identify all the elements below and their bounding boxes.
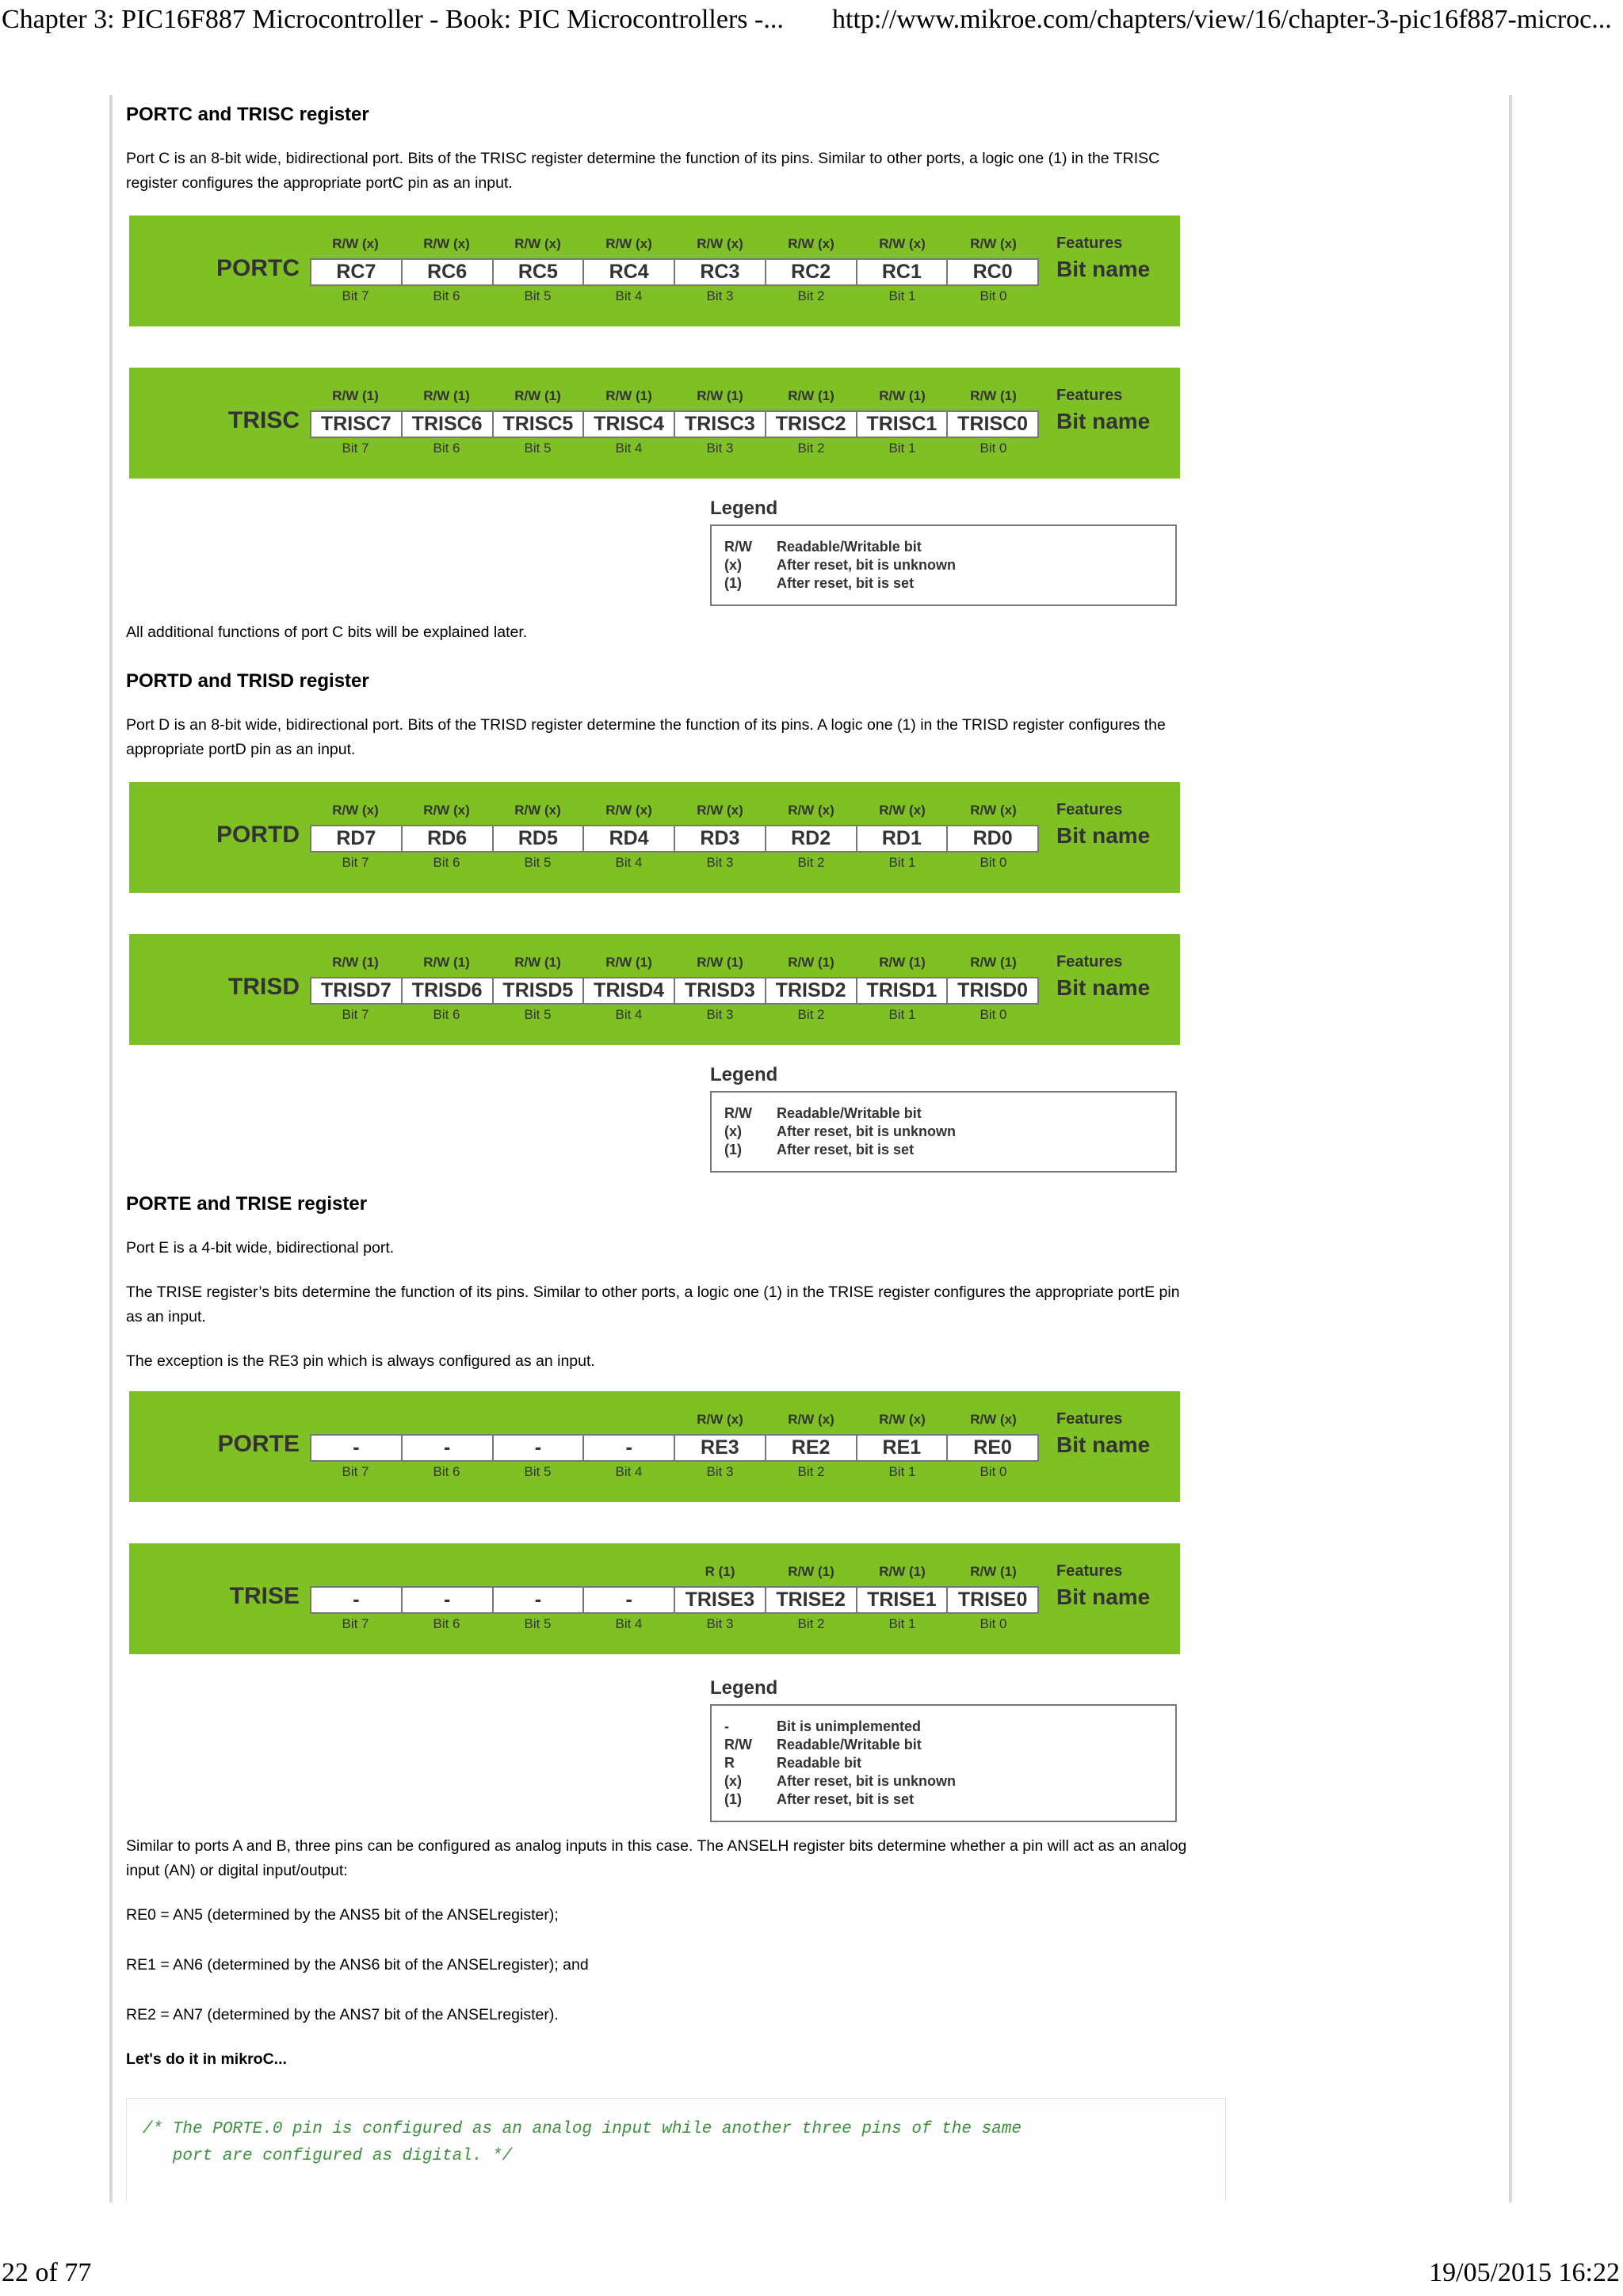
bit-cell: TRISE2	[766, 1588, 857, 1612]
legend-row	[724, 1123, 1163, 1141]
legend-description: Readable/Writable bit	[777, 1105, 922, 1121]
bit-attribute: R/W (1)	[332, 388, 379, 403]
bit-number: Bit 4	[615, 1007, 643, 1022]
bit-number: Bit 3	[706, 1007, 734, 1022]
portd-paragraph: Port D is an 8-bit wide, bidirectional port. Bits of the TRISD register determine the function of its pins. A logic one (1) in the TRISD register configures the appropriate portD pin as an input.	[126, 716, 1166, 758]
register-diagram	[129, 782, 1180, 893]
bit-cell: TRISD4	[584, 978, 675, 1003]
bit-cell: RC6	[403, 260, 494, 284]
bit-numbers	[310, 441, 1039, 456]
bit-attribute: R/W (1)	[970, 955, 1017, 970]
register-bit-cells	[310, 977, 1039, 1005]
bit-cell: RC0	[972, 261, 1013, 283]
register-attributes	[310, 1412, 1039, 1428]
legend-box	[710, 524, 1177, 606]
bit-cell: TRISC0	[957, 413, 1029, 435]
bit-number: Bit 6	[433, 441, 460, 456]
bit-cell: TRISC3	[675, 412, 766, 437]
portd-legend	[710, 1064, 1177, 1173]
register-bit-cells	[310, 825, 1039, 852]
porte-paragraph-2: The TRISE register’s bits determine the function of its pins. Similar to other ports, a logic one (1) in the TRISE register configures the appropriate portE pin as an input.	[126, 1283, 1180, 1325]
bit-attribute: R/W (x)	[697, 236, 743, 251]
register-name: PORTE	[217, 1431, 300, 1457]
bit-cell: -	[584, 1436, 675, 1460]
features-label: Features	[1056, 387, 1123, 404]
page-number: 22 of 77	[2, 2258, 92, 2287]
bit-number: Bit 4	[615, 855, 643, 870]
bit-cell: TRISD7	[311, 978, 403, 1003]
bit-cell: TRISC7	[311, 412, 403, 437]
bit-number: Bit 7	[342, 1464, 369, 1479]
bit-number: Bit 2	[797, 855, 825, 870]
porte-paragraph-1: Port E is a 4-bit wide, bidirectional port.	[126, 1239, 395, 1257]
legend-title: Legend	[710, 1064, 778, 1085]
print-footer	[0, 2258, 1623, 2290]
bit-cell: RE1	[857, 1436, 949, 1460]
bit-cell: RD4	[584, 826, 675, 851]
document-url[interactable]: http://www.mikroe.com/chapters/view/16/chapter-3-pic16f887-microc...	[832, 5, 1612, 34]
bit-numbers	[310, 855, 1039, 871]
legend-row	[724, 1141, 1163, 1159]
bit-cell: -	[311, 1588, 403, 1612]
bit-number: Bit 5	[524, 1007, 552, 1022]
bit-attribute: R/W (1)	[423, 388, 470, 403]
re1-line: RE1 = AN6 (determined by the ANS6 bit of the ANSELregister); and	[126, 1956, 589, 1974]
legend-description: After reset, bit is unknown	[777, 557, 957, 573]
features-label: Features	[1056, 953, 1123, 971]
bit-attribute: R/W (1)	[697, 955, 743, 970]
bit-number: Bit 6	[433, 1007, 460, 1022]
bit-attribute: R/W (x)	[423, 236, 470, 251]
legend-description: Readable/Writable bit	[777, 539, 922, 555]
bit-number: Bit 3	[706, 441, 734, 456]
bit-cell: RC1	[857, 260, 949, 284]
portd-register-diagram	[129, 782, 1180, 893]
bit-number: Bit 2	[797, 441, 825, 456]
document-title: Chapter 3: PIC16F887 Microcontroller - Book: PIC Microcontrollers -...	[2, 5, 784, 34]
porte-legend	[710, 1677, 1177, 1822]
bit-number: Bit 4	[615, 288, 643, 303]
legend-row	[724, 1718, 1163, 1736]
legend-symbol: -	[724, 1718, 729, 1734]
bit-name-label: Bit name	[1056, 257, 1151, 281]
bit-attribute: R/W (1)	[514, 388, 561, 403]
bit-cell: -	[494, 1436, 585, 1460]
bit-attribute: R/W (1)	[514, 955, 561, 970]
bit-attribute	[492, 1564, 583, 1580]
bit-cell: TRISD1	[857, 978, 949, 1003]
bit-cell: RC3	[675, 260, 766, 284]
bit-numbers	[310, 288, 1039, 304]
bit-number: Bit 4	[615, 1616, 643, 1631]
legend-title: Legend	[710, 1677, 778, 1699]
register-bit-cells	[310, 410, 1039, 438]
bit-attribute: R/W (x)	[970, 1412, 1017, 1427]
bit-attribute: R/W (1)	[970, 388, 1017, 403]
bit-attribute: R/W (x)	[332, 803, 379, 818]
bit-cell: RD6	[403, 826, 494, 851]
legend-description: Readable bit	[777, 1755, 862, 1771]
bit-attribute	[401, 1412, 492, 1428]
bit-attribute	[492, 1412, 583, 1428]
bit-cell: -	[403, 1436, 494, 1460]
bit-number: Bit 2	[797, 1616, 825, 1631]
re2-line: RE2 = AN7 (determined by the ANS7 bit of the ANSELregister).	[126, 2006, 559, 2023]
trise-register-diagram	[129, 1543, 1180, 1654]
bit-cell: RD5	[494, 826, 585, 851]
bit-cell: -	[403, 1588, 494, 1612]
features-label: Features	[1056, 801, 1123, 818]
register-name: TRISE	[229, 1583, 300, 1609]
portd-heading: PORTD and TRISD register	[126, 670, 369, 692]
code-comment: /* The PORTE.0 pin is configured as an analog input while another three pins of the same port are configured as digital. */	[143, 2120, 1022, 2165]
bit-attribute: R/W (x)	[788, 236, 834, 251]
bit-name-label: Bit name	[1056, 1432, 1151, 1457]
bit-cell: TRISD3	[675, 978, 766, 1003]
bit-attribute: R/W (1)	[788, 1564, 834, 1579]
legend-symbol: R/W	[724, 1105, 752, 1121]
bit-number: Bit 0	[980, 441, 1007, 456]
bit-attribute	[583, 1564, 674, 1580]
bit-attribute: R/W (1)	[697, 388, 743, 403]
bit-cell: -	[311, 1436, 403, 1460]
legend-row	[724, 1104, 1163, 1123]
legend-symbol: (x)	[724, 1773, 742, 1789]
bit-attribute: R/W (x)	[788, 803, 834, 818]
register-bit-cells	[310, 258, 1039, 286]
bit-cell: TRISC2	[766, 412, 857, 437]
bit-attribute	[310, 1412, 401, 1428]
legend-row	[724, 1791, 1163, 1809]
register-name: TRISC	[228, 407, 300, 433]
bit-cell: RC7	[311, 260, 403, 284]
bit-attribute: R (1)	[705, 1564, 735, 1579]
bit-attribute: R/W (x)	[788, 1412, 834, 1427]
portc-paragraph: Port C is an 8-bit wide, bidirectional port. Bits of the TRISC register determine the function of its pins. Similar to other ports, a logic one (1) in the TRISC register configures the appropriate portC pin as an input.	[126, 150, 1160, 192]
features-label: Features	[1056, 1410, 1123, 1428]
features-label: Features	[1056, 1562, 1123, 1580]
bit-cell: TRISE0	[957, 1589, 1028, 1611]
porte-paragraph-3: The exception is the RE3 pin which is always configured as an input.	[126, 1352, 595, 1370]
legend-symbol: R/W	[724, 539, 752, 555]
bit-numbers	[310, 1007, 1039, 1023]
register-name: TRISD	[228, 974, 300, 1000]
print-header	[0, 5, 1623, 36]
register-attributes	[310, 803, 1039, 818]
bit-cell: RD3	[675, 826, 766, 851]
bit-number: Bit 0	[980, 1616, 1007, 1631]
legend-symbol: (1)	[724, 575, 742, 591]
legend-symbol: R/W	[724, 1737, 752, 1753]
portc-register-diagram	[129, 215, 1180, 326]
bit-number: Bit 7	[342, 1007, 369, 1022]
bit-number: Bit 5	[524, 1464, 552, 1479]
bit-attribute: R/W (1)	[423, 955, 470, 970]
bit-number: Bit 5	[524, 288, 552, 303]
legend-row	[724, 1772, 1163, 1791]
bit-attribute: R/W (x)	[970, 803, 1017, 818]
bit-cell: RE0	[973, 1436, 1012, 1459]
bit-attribute	[583, 1412, 674, 1428]
bit-name-label: Bit name	[1056, 823, 1151, 848]
bit-number: Bit 5	[524, 1616, 552, 1631]
bit-attribute: R/W (x)	[970, 236, 1017, 251]
page-frame-right	[1509, 95, 1512, 2203]
bit-number: Bit 6	[433, 1464, 460, 1479]
bit-number: Bit 7	[342, 1616, 369, 1631]
bit-attribute	[401, 1564, 492, 1580]
bit-attribute: R/W (1)	[332, 955, 379, 970]
porte-heading: PORTE and TRISE register	[126, 1193, 368, 1215]
legend-symbol: (1)	[724, 1791, 742, 1807]
bit-attribute: R/W (1)	[970, 1564, 1017, 1579]
bit-attribute: R/W (x)	[879, 1412, 926, 1427]
portc-legend	[710, 498, 1177, 606]
legend-box	[710, 1704, 1177, 1822]
bit-attribute: R/W (x)	[879, 236, 926, 251]
bit-name-label: Bit name	[1056, 409, 1151, 433]
bit-attribute: R/W (x)	[514, 236, 561, 251]
bit-number: Bit 7	[342, 441, 369, 456]
bit-cell: RC2	[766, 260, 857, 284]
bit-cell: TRISD2	[766, 978, 857, 1003]
bit-cell: TRISC1	[857, 412, 949, 437]
bit-cell: RD0	[972, 827, 1013, 849]
bit-number: Bit 2	[797, 288, 825, 303]
bit-number: Bit 1	[888, 855, 916, 870]
bit-attribute: R/W (x)	[605, 803, 652, 818]
bit-attribute: R/W (x)	[879, 803, 926, 818]
bit-attribute: R/W (x)	[423, 803, 470, 818]
bit-number: Bit 6	[433, 1616, 460, 1631]
bit-number: Bit 3	[706, 1464, 734, 1479]
bit-number: Bit 1	[888, 288, 916, 303]
legend-row	[724, 556, 1163, 574]
bit-number: Bit 3	[706, 855, 734, 870]
bit-attribute: R/W (x)	[697, 1412, 743, 1427]
bit-number: Bit 0	[980, 1464, 1007, 1479]
legend-description: After reset, bit is set	[777, 1791, 915, 1807]
legend-row	[724, 574, 1163, 593]
bit-number: Bit 7	[342, 855, 369, 870]
bit-number: Bit 5	[524, 441, 552, 456]
bit-number: Bit 0	[980, 1007, 1007, 1022]
portc-heading: PORTC and TRISC register	[126, 104, 369, 125]
legend-symbol: (x)	[724, 1123, 742, 1139]
legend-description: After reset, bit is set	[777, 1142, 915, 1158]
bit-attribute: R/W (x)	[697, 803, 743, 818]
bit-attribute: R/W (1)	[879, 955, 926, 970]
bit-number: Bit 2	[797, 1007, 825, 1022]
bit-cell: TRISE3	[675, 1588, 766, 1612]
bit-attribute: R/W (x)	[605, 236, 652, 251]
bit-number: Bit 5	[524, 855, 552, 870]
legend-description: Bit is unimplemented	[777, 1718, 922, 1734]
bit-attribute: R/W (1)	[605, 955, 652, 970]
bit-number: Bit 1	[888, 441, 916, 456]
trisd-register-diagram	[129, 934, 1180, 1045]
bit-name-label: Bit name	[1056, 975, 1151, 1000]
bit-numbers	[310, 1616, 1039, 1632]
legend-description: Readable/Writable bit	[777, 1737, 922, 1753]
portc-additional-text: All additional functions of port C bits will be explained later.	[126, 624, 528, 641]
register-attributes	[310, 1564, 1039, 1580]
bit-number: Bit 3	[706, 1616, 734, 1631]
features-label: Features	[1056, 235, 1123, 252]
bit-number: Bit 1	[888, 1464, 916, 1479]
bit-cell: RC4	[584, 260, 675, 284]
re0-line: RE0 = AN5 (determined by the ANS5 bit of the ANSELregister);	[126, 1906, 559, 1924]
bit-attribute: R/W (1)	[879, 388, 926, 403]
bit-attribute	[310, 1564, 401, 1580]
legend-description: After reset, bit is unknown	[777, 1123, 957, 1139]
legend-symbol: (1)	[724, 1142, 742, 1158]
legend-description: After reset, bit is unknown	[777, 1773, 957, 1789]
bit-cell: TRISD6	[403, 978, 494, 1003]
legend-row	[724, 1754, 1163, 1772]
bit-numbers	[310, 1464, 1039, 1480]
bit-cell: RD1	[857, 826, 949, 851]
register-diagram	[129, 1391, 1180, 1502]
legend-title: Legend	[710, 498, 778, 519]
bit-attribute: R/W (1)	[605, 388, 652, 403]
bit-attribute: R/W (1)	[788, 388, 834, 403]
bit-number: Bit 4	[615, 441, 643, 456]
bit-cell: TRISD5	[494, 978, 585, 1003]
bit-cell: RD2	[766, 826, 857, 851]
page-frame-left	[109, 95, 113, 2203]
legend-symbol: (x)	[724, 557, 742, 573]
bit-name-label: Bit name	[1056, 1585, 1151, 1609]
bit-attribute: R/W (x)	[332, 236, 379, 251]
register-diagram	[129, 1543, 1180, 1654]
bit-number: Bit 1	[888, 1616, 916, 1631]
bit-attribute: R/W (1)	[788, 955, 834, 970]
bit-number: Bit 7	[342, 288, 369, 303]
register-attributes	[310, 236, 1039, 252]
bit-number: Bit 6	[433, 288, 460, 303]
bit-number: Bit 3	[706, 288, 734, 303]
bit-cell: TRISC4	[584, 412, 675, 437]
bit-cell: RD7	[311, 826, 403, 851]
bit-number: Bit 1	[888, 1007, 916, 1022]
porte-register-diagram	[129, 1391, 1180, 1502]
legend-symbol: R	[724, 1755, 735, 1771]
legend-description: After reset, bit is set	[777, 575, 915, 591]
bit-attribute: R/W (1)	[879, 1564, 926, 1579]
bit-cell: RE2	[766, 1436, 857, 1460]
print-datetime: 19/05/2015 16:22	[1429, 2258, 1620, 2287]
register-attributes	[310, 388, 1039, 404]
bit-attribute: R/W (x)	[514, 803, 561, 818]
register-attributes	[310, 955, 1039, 971]
legend-box	[710, 1091, 1177, 1173]
register-bit-cells	[310, 1434, 1039, 1462]
register-diagram	[129, 934, 1180, 1045]
legend-row	[724, 1736, 1163, 1754]
bit-cell: TRISC6	[403, 412, 494, 437]
legend-row	[724, 538, 1163, 556]
code-example[interactable]	[126, 2098, 1226, 2201]
bit-cell: TRISD0	[957, 979, 1029, 1001]
register-diagram	[129, 368, 1180, 479]
bit-number: Bit 2	[797, 1464, 825, 1479]
bit-cell: RC5	[494, 260, 585, 284]
analog-paragraph: Similar to ports A and B, three pins can be configured as analog inputs in this case. The ANSELH register bits determine whether a pin will act as an analog input (AN) or digital input/output:	[126, 1837, 1187, 1879]
register-bit-cells	[310, 1586, 1039, 1614]
bit-number: Bit 0	[980, 288, 1007, 303]
register-diagram	[129, 215, 1180, 326]
bit-number: Bit 0	[980, 855, 1007, 870]
register-name: PORTD	[216, 822, 300, 848]
trisc-register-diagram	[129, 368, 1180, 479]
bit-number: Bit 6	[433, 855, 460, 870]
bit-cell: -	[584, 1588, 675, 1612]
mikroc-heading: Let's do it in mikroC...	[126, 2050, 287, 2068]
bit-cell: RE3	[675, 1436, 766, 1460]
bit-number: Bit 4	[615, 1464, 643, 1479]
bit-cell: TRISE1	[857, 1588, 949, 1612]
register-name: PORTC	[216, 255, 300, 281]
bit-cell: TRISC5	[494, 412, 585, 437]
bit-cell: -	[494, 1588, 585, 1612]
